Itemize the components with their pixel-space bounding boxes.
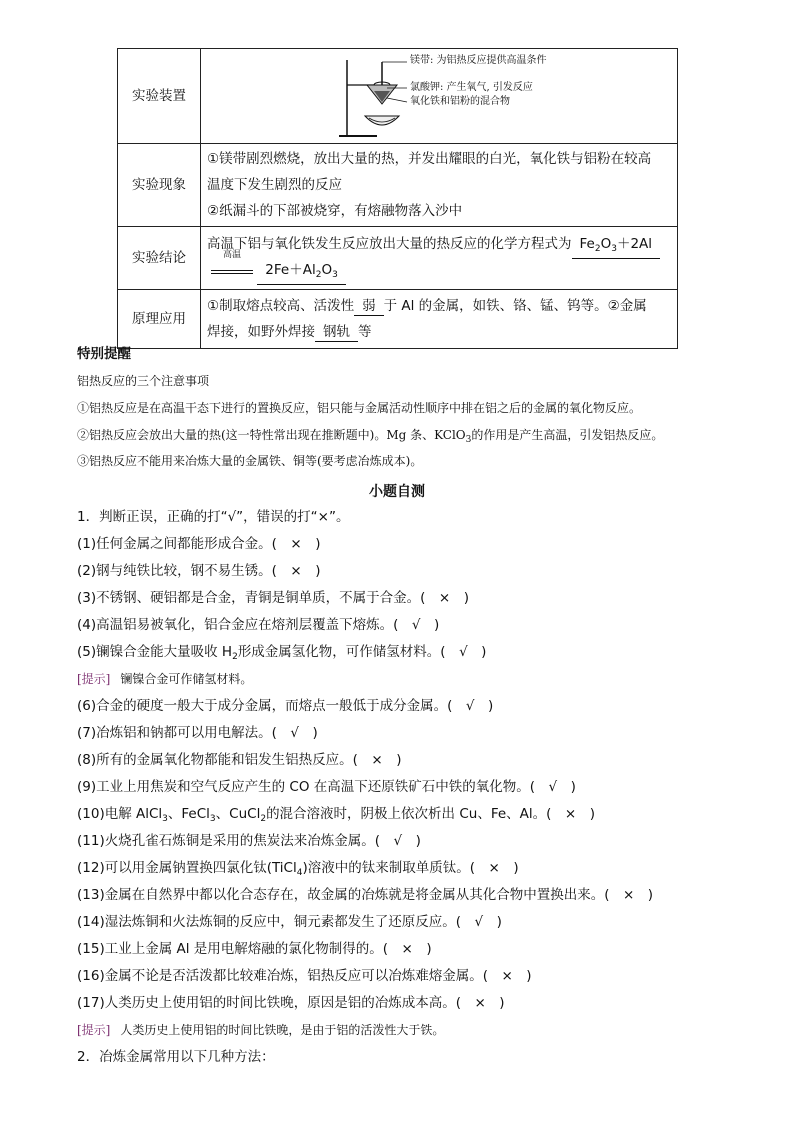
eq-sub: 3 [611, 243, 617, 254]
condition-label: 高温 [222, 249, 241, 260]
conclusion-cell [201, 227, 678, 290]
special-item: ①铝热反应是在高温干态下进行的置换反应，铝只能与金属活动性顺序中排在铝之后的金属的氧化物反应。 [77, 401, 642, 415]
hint-text: 人类历史上使用铝的时间比铁晚，是由于铝的活泼性大于铁。 [120, 1023, 445, 1037]
eq-text: O [600, 235, 612, 252]
question-1: 1．判断正误，正确的打“√”，错误的打“×”。 [77, 509, 350, 525]
application-text: 等 [358, 324, 372, 340]
quiz-item: (1)任何金属之间都能形成合金。( × ) [77, 536, 321, 552]
quiz-item [77, 642, 486, 667]
answer-blank: 弱 [354, 297, 384, 316]
hint-label: [提示] [77, 1023, 111, 1037]
annotation-mixture: 氧化铁和铝粉的混合物 [410, 96, 510, 107]
quiz-text: (12)可以用金属钠置换四氯化钛(TiCl [77, 860, 297, 876]
hint-text: 镧镍合金可作储氢材料。 [120, 672, 253, 686]
observation-line: ①镁带剧烈燃烧，放出大量的热，并发出耀眼的白光，氧化铁与铝粉在较高 [207, 151, 652, 167]
quiz-text: 、FeCl [167, 806, 210, 822]
quiz-item: (2)钢与纯铁比较，钢不易生锈。( × ) [77, 563, 321, 579]
special-title: 特别提醒 [77, 346, 131, 362]
observation-line: ②纸漏斗的下部被烧穿，有熔融物落入沙中 [207, 203, 463, 219]
application-text: ①制取熔点较高、活泼性 [207, 298, 355, 314]
quiz-item: (7)冶炼铝和钠都可以用电解法。( √ ) [77, 725, 318, 741]
quiz-sub: 2 [260, 814, 267, 824]
hint-label: [提示] [77, 672, 111, 686]
special-subtitle: 铝热反应的三个注意事项 [77, 374, 210, 388]
row-label: 实验结论 [118, 227, 201, 290]
table-row-conclusion [118, 227, 678, 290]
eq-sub: 2 [315, 269, 322, 280]
special-text: ②铝热反应会放出大量的热(这一特性常出现在推断题中)。Mg 条、KClO [77, 428, 466, 442]
experiment-table [117, 48, 678, 349]
special-sub: 3 [465, 435, 472, 445]
quiz-item: (8)所有的金属氧化物都能和铝发生铝热反应。( × ) [77, 752, 402, 768]
eq-text: ＋2Al [616, 235, 653, 252]
quiz-sub: 3 [209, 814, 216, 824]
answer-blank: 钢轨 [315, 323, 358, 342]
table-row-apparatus [118, 49, 678, 144]
quiz-text: (10)电解 AlCl [77, 806, 163, 822]
application-cell [201, 290, 678, 349]
row-label: 实验现象 [118, 144, 201, 227]
quiz-item: (17)人类历史上使用铝的时间比铁晚，原因是铝的冶炼成本高。( × ) [77, 995, 505, 1011]
quiz-sub: 2 [232, 652, 238, 662]
apparatus-cell [201, 49, 678, 144]
eq-text: Fe [579, 235, 595, 252]
annotation-mg-strip: 镁带: 为铝热反应提供高温条件 [410, 55, 547, 66]
quiz-text: 形成金属氢化物，可作储氢材料。( √ ) [237, 644, 487, 660]
question-2: 2．冶炼金属常用以下几种方法： [77, 1049, 275, 1065]
quiz-item [77, 804, 595, 829]
equation-left [572, 235, 661, 259]
row-label: 原理应用 [118, 290, 201, 349]
application-text: 焊接，如野外焊接 [207, 324, 315, 340]
quiz-sub: 4 [296, 868, 303, 878]
eq-text: 2Fe＋Al [265, 261, 316, 278]
quiz-text: 、CuCl [215, 806, 261, 822]
quiz-item: (3)不锈钢、硬铝都是合金，青铜是铜单质，不属于合金。( × ) [77, 590, 469, 606]
quiz-item: (15)工业上金属 Al 是用电解熔融的氯化物制得的。( × ) [77, 941, 432, 957]
quiz-text: )溶液中的钛来制取单质钛。( × ) [302, 860, 519, 876]
quiz-item: (9)工业上用焦炭和空气反应产生的 CO 在高温下还原铁矿石中铁的氧化物。( √ ) [77, 779, 576, 795]
reaction-condition [211, 249, 253, 274]
eq-sub: 2 [594, 243, 601, 254]
equation-right [257, 261, 346, 285]
application-text: 于 Al 的金属，如铁、铬、锰、钨等。②金属 [383, 298, 647, 314]
quiz-text: (5)镧镍合金能大量吸收 H [77, 644, 233, 660]
quiz-item [77, 858, 519, 883]
equals-sign [211, 270, 253, 274]
table-row-application [118, 290, 678, 349]
quiz-item: (16)金属不论是否活泼都比较难冶炼，铝热反应可以冶炼难熔金属。( × ) [77, 968, 532, 984]
quiz-item: (14)湿法炼铜和火法炼铜的反应中，铜元素都发生了还原反应。( √ ) [77, 914, 502, 930]
quiz-sub: 3 [162, 814, 168, 824]
row-label: 实验装置 [118, 49, 201, 144]
apparatus-diagram [207, 52, 671, 140]
hint [77, 669, 252, 689]
eq-sub: 3 [332, 269, 338, 280]
quiz-item: (6)合金的硬度一般大于成分金属，而熔点一般低于成分金属。( √ ) [77, 698, 494, 714]
quiz-item: (13)金属在自然界中都以化合态存在，故金属的冶炼就是将金属从其化合物中置换出来。( × ) [77, 887, 654, 903]
observation-line: 温度下发生剧烈的反应 [207, 177, 342, 193]
observation-cell [201, 144, 678, 227]
quiz-item: (11)火烧孔雀石炼铜是采用的焦炭法来冶炼金属。( √ ) [77, 833, 421, 849]
quiz-text: 的混合溶液时，阴极上依次析出 Cu、Fe、Al。( × ) [266, 806, 595, 822]
special-item [77, 425, 663, 450]
eq-text: O [321, 261, 333, 278]
conclusion-text: 高温下铝与氧化铁发生反应放出大量的热反应的化学方程式为 [207, 235, 572, 252]
table-row-observation [118, 144, 678, 227]
special-item: ③铝热反应不能用来冶炼大量的金属铁、铜等(要考虑冶炼成本)。 [77, 454, 423, 468]
hint [77, 1020, 444, 1040]
quiz-item: (4)高温铝易被氧化，铝合金应在熔剂层覆盖下熔炼。( √ ) [77, 617, 440, 633]
special-text: 的作用是产生高温，引发铝热反应。 [471, 428, 664, 442]
quiz-title: 小题自测 [369, 484, 425, 500]
annotation-kclo3: 氯酸钾: 产生氧气, 引发反应 [410, 82, 533, 93]
